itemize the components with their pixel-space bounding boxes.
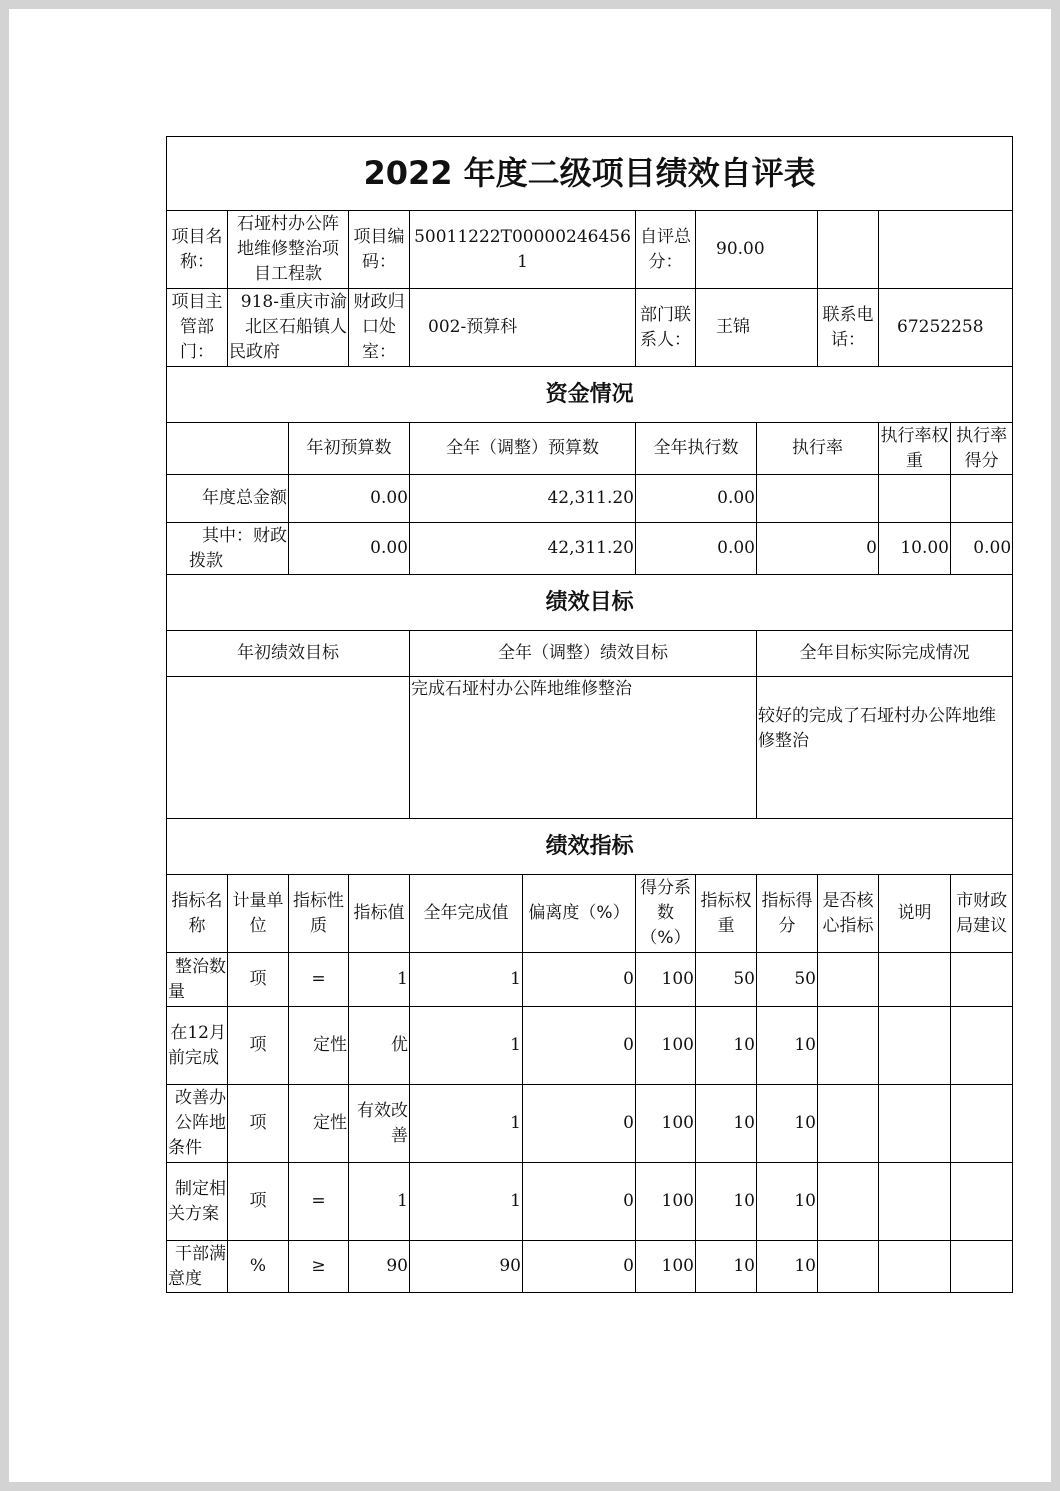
indicator-header: 说明 — [879, 875, 951, 953]
goal-initial — [167, 677, 410, 819]
indicator-value: 90 — [349, 1241, 410, 1293]
funds-header: 执行率权重 — [879, 423, 951, 475]
goals-section-title: 绩效目标 — [167, 575, 1013, 631]
goal-adjusted: 完成石垭村办公阵地维修整治 — [410, 677, 757, 819]
indicator-coef: 100 — [636, 1163, 696, 1241]
indicator-nature: = — [289, 1163, 349, 1241]
goals-header: 全年（调整）绩效目标 — [410, 631, 757, 677]
finance-office-value: 002-预算科 — [410, 289, 636, 367]
indicator-unit: 项 — [228, 953, 289, 1007]
performance-table — [166, 136, 1013, 1293]
funds-header: 年初预算数 — [289, 423, 410, 475]
indicator-completed: 1 — [410, 1163, 523, 1241]
indicator-weight: 10 — [696, 1085, 757, 1163]
funds-score: 0.00 — [951, 523, 1013, 575]
indicator-deviation: 0 — [523, 1007, 636, 1085]
indicator-value: 1 — [349, 953, 410, 1007]
indicator-completed: 90 — [410, 1241, 523, 1293]
finance-office-label: 财政归口处室： — [349, 289, 410, 367]
funds-executed: 0.00 — [636, 523, 757, 575]
indicator-value: 有效改善 — [349, 1085, 410, 1163]
indicator-score: 10 — [757, 1241, 818, 1293]
funds-header: 全年（调整）预算数 — [410, 423, 636, 475]
funds-rate — [757, 475, 879, 523]
page-title: 2022 年度二级项目绩效自评表 — [167, 137, 1013, 211]
table-row — [167, 1241, 1013, 1293]
funds-adjusted: 42,311.20 — [410, 475, 636, 523]
funds-row-label: 年度总金额 — [167, 475, 289, 523]
indicator-nature: 定性 — [289, 1085, 349, 1163]
indicator-coef: 100 — [636, 953, 696, 1007]
indicator-header: 计量单位 — [228, 875, 289, 953]
indicator-deviation: 0 — [523, 1163, 636, 1241]
score-value: 90.00 — [696, 211, 818, 289]
indicator-note — [879, 1085, 951, 1163]
indicator-completed: 1 — [410, 1085, 523, 1163]
indicator-weight: 50 — [696, 953, 757, 1007]
indicator-core — [818, 1241, 879, 1293]
funds-rate: 0 — [757, 523, 879, 575]
indicator-deviation: 0 — [523, 1241, 636, 1293]
contact-label: 部门联系人： — [636, 289, 696, 367]
dept-value: 918-重庆市渝北区石船镇人民政府 — [228, 289, 349, 367]
score-label: 自评总分： — [636, 211, 696, 289]
indicator-note — [879, 1007, 951, 1085]
contact-value: 王锦 — [696, 289, 818, 367]
indicator-nature: ≥ — [289, 1241, 349, 1293]
phone-label: 联系电话： — [818, 289, 879, 367]
indicator-name: 在12月前完成 — [167, 1007, 228, 1085]
indicator-header: 全年完成值 — [410, 875, 523, 953]
empty-cell — [818, 211, 879, 289]
indicator-score: 50 — [757, 953, 818, 1007]
funds-row-label: 其中：财政拨款 — [167, 523, 289, 575]
indicator-header: 指标权重 — [696, 875, 757, 953]
indicator-name: 制定相关方案 — [167, 1163, 228, 1241]
table-row — [167, 1163, 1013, 1241]
indicator-core — [818, 1163, 879, 1241]
indicator-header: 指标值 — [349, 875, 410, 953]
indicator-weight: 10 — [696, 1241, 757, 1293]
indicator-coef: 100 — [636, 1085, 696, 1163]
indicator-value: 优 — [349, 1007, 410, 1085]
indicator-unit: 项 — [228, 1085, 289, 1163]
funds-weight: 10.00 — [879, 523, 951, 575]
indicator-score: 10 — [757, 1163, 818, 1241]
table-row — [167, 953, 1013, 1007]
indicator-completed: 1 — [410, 953, 523, 1007]
indicator-header: 是否核心指标 — [818, 875, 879, 953]
indicator-header: 指标得分 — [757, 875, 818, 953]
indicator-unit: 项 — [228, 1007, 289, 1085]
phone-value: 67252258 — [879, 289, 1013, 367]
funds-header: 执行率 — [757, 423, 879, 475]
funds-weight — [879, 475, 951, 523]
empty-cell — [879, 211, 1013, 289]
table-row — [167, 1085, 1013, 1163]
project-code-value: 50011222T000002464561 — [410, 211, 636, 289]
indicator-name: 整治数量 — [167, 953, 228, 1007]
funds-header: 全年执行数 — [636, 423, 757, 475]
indicator-deviation: 0 — [523, 1085, 636, 1163]
indicator-advice — [951, 1241, 1013, 1293]
indicator-advice — [951, 1007, 1013, 1085]
indicator-coef: 100 — [636, 1241, 696, 1293]
indicator-unit: % — [228, 1241, 289, 1293]
indicator-header: 得分系数（%） — [636, 875, 696, 953]
indicator-advice — [951, 953, 1013, 1007]
indicator-header: 指标名称 — [167, 875, 228, 953]
indicator-core — [818, 1085, 879, 1163]
indicator-completed: 1 — [410, 1007, 523, 1085]
table-row — [167, 1007, 1013, 1085]
funds-score — [951, 475, 1013, 523]
indicator-header: 偏离度（%） — [523, 875, 636, 953]
funds-section-title: 资金情况 — [167, 367, 1013, 423]
indicator-deviation: 0 — [523, 953, 636, 1007]
document-page — [9, 9, 1051, 1482]
indicator-nature: 定性 — [289, 1007, 349, 1085]
indicator-name: 改善办公阵地条件 — [167, 1085, 228, 1163]
project-name-value: 石垭村办公阵地维修整治项目工程款 — [228, 211, 349, 289]
indicator-nature: = — [289, 953, 349, 1007]
funds-executed: 0.00 — [636, 475, 757, 523]
funds-initial: 0.00 — [289, 475, 410, 523]
funds-adjusted: 42,311.20 — [410, 523, 636, 575]
indicator-advice — [951, 1163, 1013, 1241]
indicator-score: 10 — [757, 1007, 818, 1085]
dept-label: 项目主管部门： — [167, 289, 228, 367]
indicator-name: 干部满意度 — [167, 1241, 228, 1293]
goal-actual: 较好的完成了石垭村办公阵地维修整治 — [757, 677, 1013, 819]
indicator-score: 10 — [757, 1085, 818, 1163]
indicator-unit: 项 — [228, 1163, 289, 1241]
indicator-advice — [951, 1085, 1013, 1163]
indicator-note — [879, 1163, 951, 1241]
indicator-core — [818, 1007, 879, 1085]
indicator-header: 市财政局建议 — [951, 875, 1013, 953]
project-code-label: 项目编码： — [349, 211, 410, 289]
indicator-weight: 10 — [696, 1007, 757, 1085]
funds-initial: 0.00 — [289, 523, 410, 575]
indicator-note — [879, 953, 951, 1007]
indicator-core — [818, 953, 879, 1007]
indicator-note — [879, 1241, 951, 1293]
indicator-header: 指标性质 — [289, 875, 349, 953]
indicator-weight: 10 — [696, 1163, 757, 1241]
goals-header: 全年目标实际完成情况 — [757, 631, 1013, 677]
indicator-value: 1 — [349, 1163, 410, 1241]
project-name-label: 项目名称： — [167, 211, 228, 289]
indicators-section-title: 绩效指标 — [167, 819, 1013, 875]
funds-header: 执行率得分 — [951, 423, 1013, 475]
goals-header: 年初绩效目标 — [167, 631, 410, 677]
indicator-coef: 100 — [636, 1007, 696, 1085]
empty-cell — [167, 423, 289, 475]
